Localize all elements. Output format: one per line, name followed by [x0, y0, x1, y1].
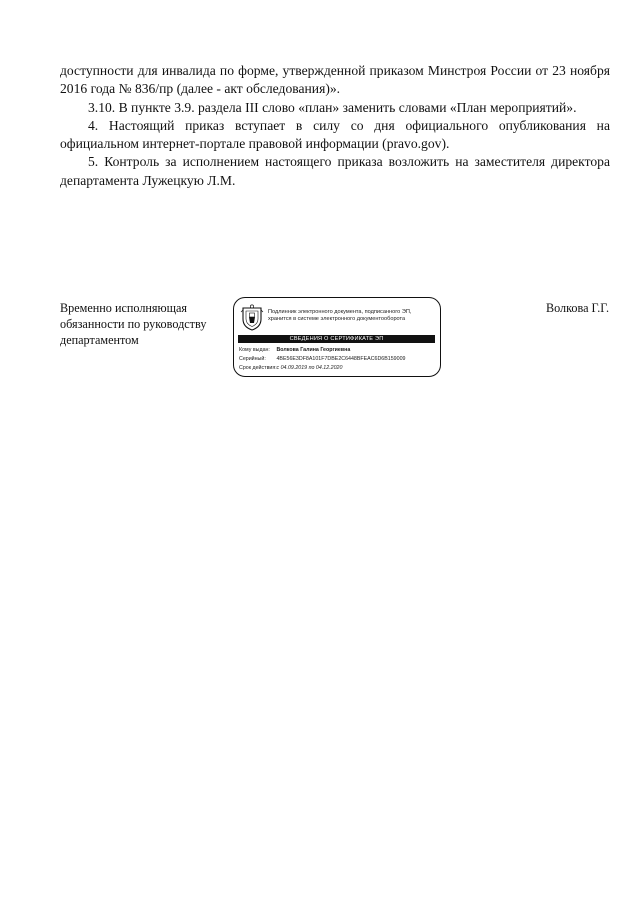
validity-label: Срок действия:: [239, 365, 277, 371]
stamp-serial: [239, 356, 405, 363]
issued-to-label: Кому выдан:: [239, 347, 270, 353]
signer-role-line: Временно исполняющая: [60, 301, 188, 315]
signer-role-line: департаментом: [60, 333, 139, 347]
serial-label: Серийный:: [239, 356, 266, 362]
paragraph-3-10: 3.10. В пункте 3.9. раздела III слово «план» заменить словами «План мероприятий».: [88, 99, 577, 115]
signer-role: [60, 300, 230, 348]
stamp-title-bar: СВЕДЕНИЯ О СЕРТИФИКАТЕ ЭП: [238, 335, 435, 343]
signer-name: Волкова Г.Г.: [545, 301, 609, 315]
serial-value: 4BE56E3DF8A101F7DBE2C6448BFEAC6D6B159009: [276, 356, 406, 362]
stamp-header: [268, 309, 440, 323]
document-body: [60, 62, 610, 190]
stamp-issued-to: [239, 347, 350, 354]
issued-to-value: Волкова Галина Георгиевна: [276, 347, 351, 353]
electronic-signature-stamp: [233, 297, 441, 377]
stamp-header-line: хранится в системе электронного документооборота: [268, 316, 406, 322]
signer-role-line: обязанности по руководству: [60, 317, 207, 331]
paragraph-4: 4. Настоящий приказ вступает в силу со дня официального опубликования на официальном интернет-портале правовой информации (pravo.gov).: [60, 117, 610, 152]
stamp-validity: [239, 365, 342, 372]
stamp-header-line: Подлинник электронного документа, подписанного ЭП,: [268, 309, 412, 315]
paragraph-5: 5. Контроль за исполнением настоящего приказа возложить на заместителя директора департамента Лужецкую Л.М.: [60, 154, 610, 188]
validity-value: с 04.09.2019 по 04.12.2020: [276, 365, 343, 371]
coat-of-arms-icon: [240, 304, 264, 332]
paragraph-continuation: доступности для инвалида по форме, утвержденной приказом Минстроя России от 23 ноября 2016 года № 836/пр (далее - акт обследования)».: [60, 63, 610, 97]
